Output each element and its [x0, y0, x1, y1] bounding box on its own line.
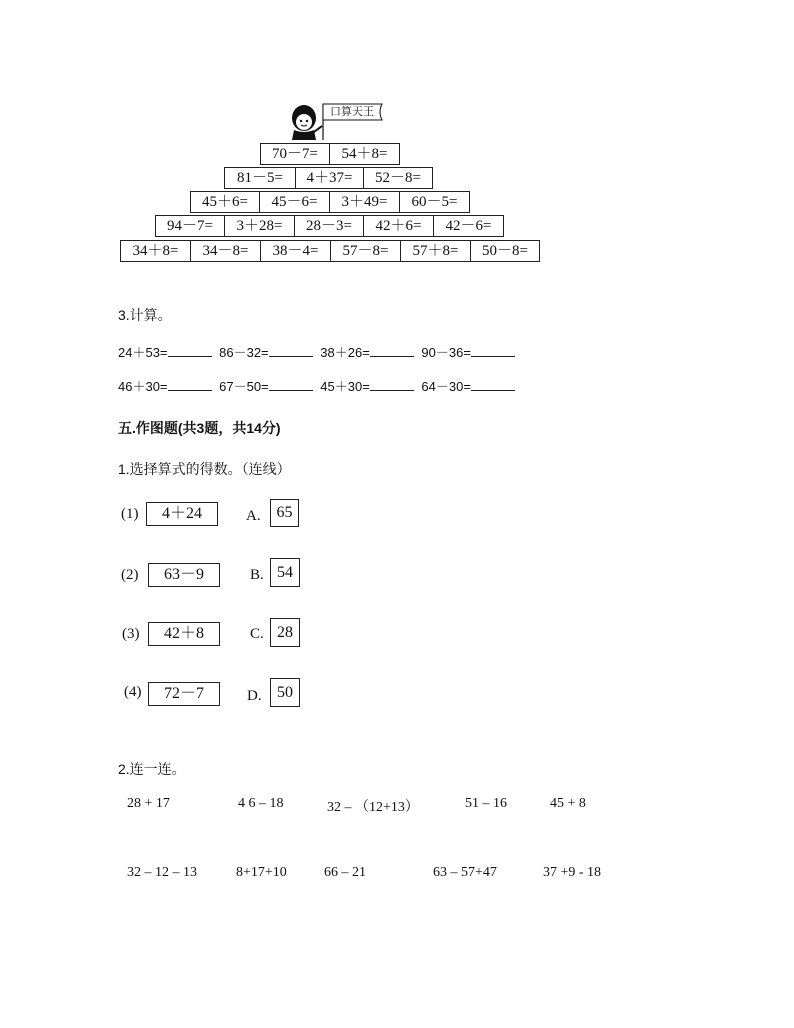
pyramid-row-4 [155, 215, 504, 237]
pyramid-row-5 [120, 240, 540, 262]
pyramid-cell: 45－6= [259, 191, 330, 213]
q2-top-row [0, 796, 794, 816]
q2-bottom-expr[interactable]: 32 – 12 – 13 [127, 865, 197, 880]
section5-heading: 五.作图题(共3题，共14分) [118, 420, 281, 436]
calc-row-1 [118, 342, 519, 361]
pyramid-cell: 4＋37= [295, 167, 364, 189]
q2-bottom-expr[interactable]: 66 – 21 [324, 865, 366, 880]
pyramid-cell: 52－8= [363, 167, 433, 189]
q2-title: 2.连一连。 [118, 761, 186, 777]
q1-title: 1.选择算式的得数。（连线） [118, 461, 291, 477]
calc-item: 45＋30= [320, 379, 418, 394]
pyramid-cell: 50－8= [470, 240, 540, 262]
pyramid-row-3 [190, 191, 470, 213]
pyramid-cell: 57－8= [330, 240, 401, 262]
pyramid-row-1 [260, 143, 400, 165]
calc-item: 38＋26= [320, 345, 418, 360]
q2-bottom-row [0, 865, 794, 885]
pyramid-mascot [286, 100, 396, 144]
pyramid-cell: 54＋8= [329, 143, 400, 165]
q1-expression-box[interactable]: 63－9 [148, 563, 220, 587]
calc-item: 86－32= [219, 345, 317, 360]
q1-answer-box[interactable]: 54 [270, 558, 300, 587]
q1-expression-box[interactable]: 72－7 [148, 682, 220, 706]
calc-item: 24＋53= [118, 345, 216, 360]
pyramid-cell: 70－7= [260, 143, 330, 165]
q1-right-label: C. [250, 626, 264, 642]
q2-bottom-expr[interactable]: 8+17+10 [236, 865, 287, 880]
q1-answer-box[interactable]: 50 [270, 678, 300, 707]
calc-item: 64－30= [421, 379, 519, 394]
pyramid-row-2 [224, 167, 433, 189]
q1-left-label: (2) [121, 567, 139, 583]
q2-top-expr[interactable]: 4 6 – 18 [238, 796, 284, 811]
q2-bottom-expr[interactable]: 63 – 57+47 [433, 865, 497, 880]
q1-left-label: (1) [121, 506, 139, 522]
q2-top-expr[interactable]: 51 – 16 [465, 796, 507, 811]
q1-right-label: A. [246, 508, 261, 524]
pyramid-cell: 34＋8= [120, 240, 191, 262]
pyramid-cell: 94－7= [155, 215, 225, 237]
flag-text: 口算天王 [330, 106, 374, 118]
pyramid-cell: 57＋8= [400, 240, 471, 262]
q1-answer-box[interactable]: 28 [270, 618, 300, 647]
q1-expression-box[interactable]: 4＋24 [146, 502, 218, 526]
q1-left-label: (4) [124, 684, 142, 700]
calc-row-2 [118, 376, 519, 395]
pyramid-cell: 3＋49= [329, 191, 400, 213]
q1-answer-box[interactable]: 65 [270, 499, 299, 527]
calc-item: 90－36= [421, 345, 519, 360]
pyramid-cell: 28－3= [294, 215, 364, 237]
q2-bottom-expr[interactable]: 37 +9 - 18 [543, 865, 602, 880]
q1-right-label: D. [247, 688, 262, 704]
pyramid-cell: 3＋28= [224, 215, 295, 237]
pyramid-cell: 38－4= [260, 240, 331, 262]
calc-item: 46＋30= [118, 379, 216, 394]
pyramid-cell: 45＋6= [190, 191, 260, 213]
pyramid-cell: 81－5= [224, 167, 296, 189]
pyramid-cell: 42＋6= [363, 215, 434, 237]
pyramid-cell: 42－6= [433, 215, 504, 237]
q2-top-expr[interactable]: 45 + 8 [550, 796, 586, 811]
q1-left-label: (3) [122, 626, 140, 642]
q1-right-label: B. [250, 567, 264, 583]
pyramid-cell: 60－5= [399, 191, 470, 213]
q1-expression-box[interactable]: 42＋8 [148, 622, 220, 646]
q2-top-expr[interactable]: 28 + 17 [127, 796, 170, 811]
pyramid-cell: 34－8= [190, 240, 261, 262]
q2-top-expr[interactable]: 32 – （12+13） [327, 800, 419, 815]
section3-title: 3.计算。 [118, 307, 172, 323]
calc-item: 67－50= [219, 379, 317, 394]
